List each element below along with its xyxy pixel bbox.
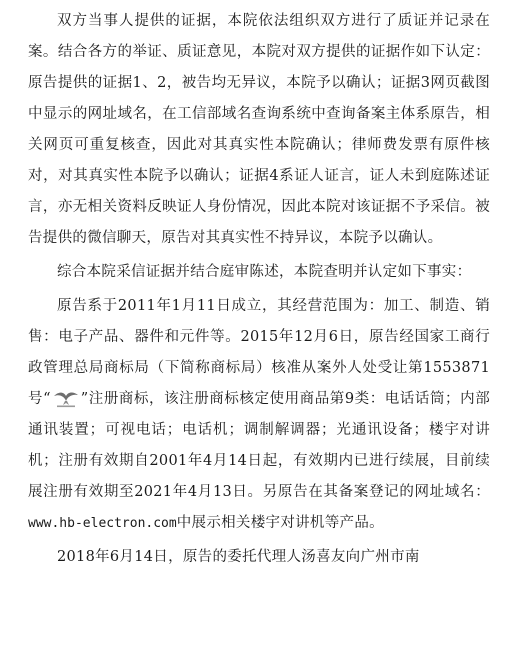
bird-trademark-logo-icon — [51, 391, 81, 407]
facts-text-before-mark: 原告系于2011年1月11日成立，其经营范围为：加工、制造、销售：电子产品、器件和元件等。2015年12月6日，原告经国家工商行政管理总局商标局（下简称商标局）核准从案外人处受让第1553871号“ — [28, 298, 490, 407]
findings-intro-paragraph: 综合本院采信证据并结合庭审陈述，本院查明并认定如下事实： — [57, 264, 472, 280]
website-domain: www.hb-electron.com — [28, 516, 177, 531]
judgment-document — [28, 6, 490, 573]
facts-text-after-url: 中展示相关楼宇对讲机等产品。 — [176, 515, 384, 531]
agent-action-paragraph: 2018年6月14日，原告的委托代理人汤喜友向广州市南 — [57, 549, 420, 565]
evidence-assessment-paragraph: 双方当事人提供的证据，本院依法组织双方进行了质证并记录在案。结合各方的举证、质证意见，本院对双方提供的证据作如下认定：原告提供的证据1、2，被告均无异议，本院予以确认；证据3网页截图中显示的网址域名，在工信部域名查询系统中查询备案主体系原告，相关网页可重复核查，因此对其真实性本院确认；律师费发票有原件核对，对其真实性本院予以确认；证据4系证人证言，证人未到庭陈述证言，亦无相关资料反映证人身份情况，因此本院对该证据不予采信。被告提供的微信聊天，原告对其真实性不持异议，本院予以确认。 — [28, 13, 490, 246]
plaintiff-facts-paragraph — [28, 291, 490, 539]
facts-text-after-mark: ”注册商标，该注册商标核定使用商品第9类：电话话筒；内部通讯装置；可视电话；电话机；调制解调器；光通讯设备；楼宇对讲机；注册有效期自2001年4月14日起，有效期内已进行续展，目前续展注册有效期至2021年4月13日。另原告在其备案登记的网址域名： — [28, 391, 490, 500]
